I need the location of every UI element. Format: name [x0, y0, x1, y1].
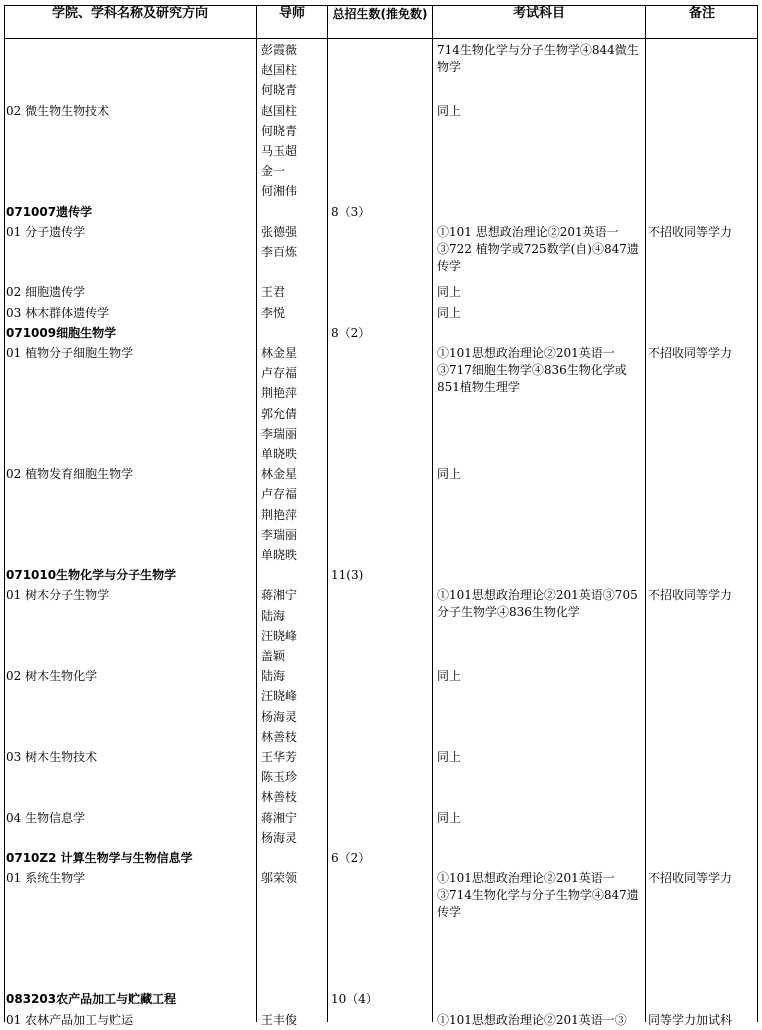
research-direction: 02 微生物生物技术	[6, 103, 110, 118]
table-row	[0, 767, 762, 787]
table-row	[0, 444, 762, 464]
research-direction: 02 树木生物化学	[6, 669, 98, 684]
table-row	[0, 969, 762, 989]
supervisor-name: 李瑞丽	[261, 527, 298, 542]
table-row	[0, 525, 762, 545]
supervisor-name: 陆海	[261, 608, 286, 623]
supervisor-name: 张德强	[261, 224, 298, 239]
supervisor-name: 彭霞薇	[261, 43, 298, 57]
table-row	[0, 101, 762, 121]
table-row	[0, 141, 762, 161]
note-text: 不招收同等学力	[648, 871, 733, 886]
supervisor-name: 何湘伟	[261, 184, 298, 199]
table-row	[0, 949, 762, 969]
table-row	[0, 161, 762, 181]
supervisor-name: 单晓昳	[261, 447, 298, 461]
note-text: 同等学力加试科	[648, 1012, 733, 1027]
supervisor-name: 卢存福	[261, 366, 298, 381]
discipline-heading: 071007遗传学	[6, 204, 93, 219]
table-row	[0, 303, 762, 323]
table-row	[0, 888, 762, 908]
exam-subjects: ①101思想政治理论②201英语一③	[437, 1012, 627, 1027]
supervisor-name: 赵国柱	[261, 63, 298, 78]
quota-value: 10（4）	[331, 992, 378, 1007]
supervisor-name: 金一	[261, 164, 286, 179]
table-row	[0, 868, 762, 920]
research-direction: 01 农林产品加工与贮运	[6, 1012, 134, 1027]
research-direction: 01 树木分子生物学	[6, 588, 110, 603]
supervisor-name: 林善枝	[261, 790, 298, 805]
supervisor-name: 林善枝	[261, 729, 298, 744]
research-direction: 01 系统生物学	[6, 871, 86, 886]
supervisor-name: 卢存福	[261, 487, 298, 502]
table-row	[0, 1010, 762, 1030]
table-row	[0, 80, 762, 100]
table-row	[0, 262, 762, 282]
header-college-discipline: 学院、学科名称及研究方向	[51, 6, 208, 21]
supervisor-name: 盖颖	[261, 649, 286, 663]
exam-subjects: 同上	[437, 750, 462, 764]
exam-subjects: ①101思想政治理论②201英语③705分子生物学④836生物化学	[437, 588, 638, 620]
table-row	[0, 505, 762, 525]
table-row	[0, 848, 762, 868]
supervisor-name: 陆海	[261, 669, 286, 684]
table-row	[0, 646, 762, 666]
supervisor-name: 单晓昳	[261, 548, 298, 562]
supervisor-name: 王君	[261, 285, 286, 300]
supervisor-name: 何晓青	[261, 83, 298, 98]
note-text: 不招收同等学力	[648, 346, 733, 360]
supervisor-name: 林金星	[261, 346, 298, 360]
table-row	[0, 282, 762, 302]
table-row	[0, 666, 762, 686]
table-row	[0, 565, 762, 585]
supervisor-name: 杨海灵	[261, 830, 298, 845]
discipline-heading: 0710Z2 计算生物学与生物信息学	[6, 851, 193, 865]
table-row	[0, 424, 762, 444]
exam-subjects: 同上	[437, 467, 462, 482]
supervisor-name: 何晓青	[261, 123, 298, 138]
table-row	[0, 464, 762, 484]
table-row	[0, 404, 762, 424]
table-row	[0, 242, 762, 262]
exam-subjects: 同上	[437, 669, 462, 684]
exam-subjects: ①101思想政治理论②201英语一③714生物化学与分子生物学④847遗传学	[437, 871, 639, 920]
research-direction: 02 植物发育细胞生物学	[6, 467, 134, 482]
table-row	[0, 202, 762, 222]
note-text: 不招收同等学力	[648, 588, 733, 603]
research-direction: 04 生物信息学	[6, 810, 86, 825]
supervisor-name: 邬荣领	[261, 871, 298, 886]
exam-subjects: 714生物化学与分子生物学④844微生物学	[437, 43, 639, 74]
research-direction: 01 植物分子细胞生物学	[6, 346, 134, 360]
quota-value: 8（2）	[331, 325, 371, 340]
header-supervisor: 导师	[278, 6, 305, 21]
table-row	[0, 626, 762, 646]
supervisor-name: 马玉超	[261, 144, 298, 158]
research-direction: 02 细胞遗传学	[6, 285, 86, 300]
table-row	[0, 787, 762, 807]
supervisor-name: 汪晓峰	[261, 689, 298, 704]
supervisor-name: 汪晓峰	[261, 628, 298, 643]
discipline-heading: 071009细胞生物学	[6, 325, 117, 340]
supervisor-name: 杨海灵	[261, 709, 298, 724]
supervisor-name: 荆艳萍	[261, 507, 298, 522]
exam-subjects: 同上	[437, 810, 462, 825]
quota-value: 8（3）	[331, 204, 371, 219]
supervisor-name: 王丰俊	[261, 1012, 298, 1027]
research-direction: 03 树木生物技术	[6, 750, 98, 764]
table-row	[0, 808, 762, 828]
supervisor-name: 陈玉珍	[261, 770, 298, 785]
research-direction: 01 分子遗传学	[6, 224, 86, 239]
table-row	[0, 989, 762, 1009]
table-row	[0, 484, 762, 504]
table-row	[0, 383, 762, 403]
table-row	[0, 181, 762, 201]
supervisor-name: 荆艳萍	[261, 386, 298, 401]
supervisor-name: 王华芳	[261, 750, 298, 764]
discipline-heading: 071010生物化学与分子生物学	[6, 568, 177, 583]
supervisor-name: 李瑞丽	[261, 426, 298, 441]
table-row	[0, 606, 762, 626]
supervisor-name: 李悦	[261, 305, 286, 320]
table-row	[0, 707, 762, 727]
quota-value: 11(3)	[331, 568, 364, 583]
supervisor-name: 赵国柱	[261, 103, 298, 118]
table-row	[0, 747, 762, 767]
table-row	[0, 929, 762, 949]
research-direction: 03 林木群体遗传学	[6, 305, 110, 320]
quota-value: 6（2）	[331, 851, 371, 865]
table-row	[0, 121, 762, 141]
table-row	[0, 60, 762, 80]
exam-subjects: ①101思想政治理论②201英语一③717细胞生物学④836生物化学或851植物生理学	[437, 346, 627, 394]
supervisor-name: 郭允倩	[261, 406, 298, 421]
table-row	[0, 686, 762, 706]
table-row	[0, 363, 762, 383]
note-text: 不招收同等学力	[648, 224, 733, 239]
exam-subjects: 同上	[437, 305, 462, 320]
supervisor-name: 蒋湘宁	[261, 588, 298, 603]
header-notes: 备注	[688, 6, 715, 21]
supervisor-name: 蒋湘宁	[261, 810, 298, 825]
supervisor-name: 林金星	[261, 467, 298, 482]
exam-subjects: ①101 思想政治理论②201英语一③722 植物学或725数学(自)④847遗传学	[437, 224, 639, 273]
exam-subjects: 同上	[437, 285, 462, 300]
header-exam-subjects: 考试科目	[512, 6, 565, 21]
table-row	[0, 323, 762, 343]
table-row	[0, 909, 762, 929]
supervisor-name: 李百炼	[261, 245, 298, 259]
header-quota: 总招生数(推免数)	[332, 7, 428, 21]
exam-subjects: 同上	[437, 103, 462, 118]
table-row	[0, 828, 762, 848]
table-row	[0, 727, 762, 747]
discipline-heading: 083203农产品加工与贮藏工程	[6, 992, 177, 1007]
table-row	[0, 545, 762, 565]
